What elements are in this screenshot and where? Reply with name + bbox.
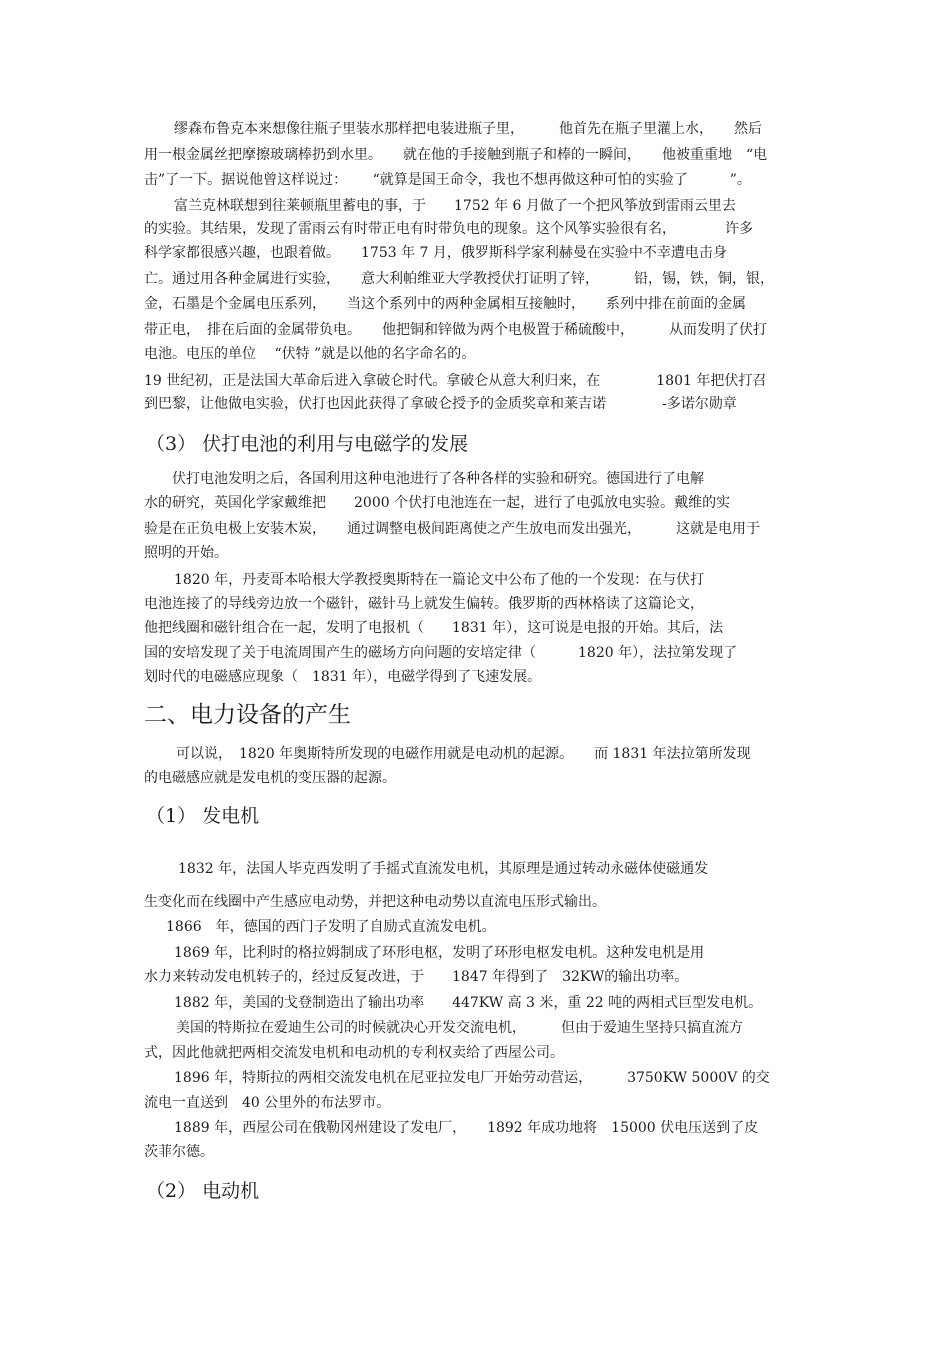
paragraph-line: 式，因此他就把两相交流发电机和电动机的专利权卖给了西屋公司。 — [144, 1045, 564, 1061]
paragraph-line: 他把线圈和磁针组合在一起，发明了电报机（ 1831 年），这可说是电报的开始。其后，法 — [144, 620, 724, 636]
paragraph-line: 水力来转动发电机转子的，经过反复改进，于 1847 年得到了 32KW的输出功率。 — [144, 969, 689, 985]
section-heading: （2） 电动机 — [146, 1180, 260, 1202]
paragraph-line: 1832 年，法国人毕克西发明了手摇式直流发电机，其原理是通过转动永磁体使磁通发 — [178, 861, 709, 877]
paragraph-line: 照明的开始。 — [144, 545, 228, 561]
paragraph-line: 1896 年，特斯拉的两相交流发电机在尼亚拉发电厂开始劳动营运， 3750KW 5000V 的交 — [174, 1070, 770, 1086]
paragraph-line: 1889 年，西屋公司在俄勒冈州建设了发电厂， 1892 年成功地将 15000 伏电压送到了皮 — [174, 1120, 759, 1136]
paragraph-line: 生变化而在线圈中产生感应电动势，并把这种电动势以直流电压形式输出。 — [144, 894, 606, 910]
paragraph-line: 科学家都很感兴趣，也跟着做。 1753 年 7 月，俄罗斯科学家利赫曼在实验中不幸遭电击身 — [144, 245, 727, 261]
paragraph-line: 验是在正负电极上安装木炭， 通过调整电极间距离使之产生放电而发出强光， 这就是电用于 — [144, 521, 760, 537]
section-heading: （1） 发电机 — [146, 805, 260, 827]
paragraph-line: 水的研究，英国化学家戴维把 2000 个伏打电池连在一起，进行了电弧放电实验。戴维的实 — [144, 495, 731, 511]
paragraph-line: 电池。电压的单位 “伏特 ”就是以他的名字命名的。 — [144, 346, 476, 362]
paragraph-line: 流电一直送到 40 公里外的布法罗市。 — [144, 1095, 391, 1111]
paragraph-line: 的电磁感应就是发电机的变压器的起源。 — [144, 770, 396, 786]
paragraph-line: 到巴黎，让他做电实验，伏打也因此获得了拿破仑授予的金质奖章和莱吉诺 -多诺尔勋章 — [144, 396, 737, 412]
paragraph-line: 美国的特斯拉在爱迪生公司的时候就决心开发交流电机， 但由于爱迪生坚持只搞直流方 — [176, 1020, 743, 1036]
paragraph-line: 19 世纪初，正是法国大革命后进入拿破仑时代。拿破仑从意大利归来，在 1801 年把伏打召 — [144, 373, 767, 389]
paragraph-line: 金，石墨是个金属电压系列， 当这个系列中的两种金属相互接触时， 系列中排在前面的金属 — [144, 296, 746, 312]
paragraph-line: 击”了一下。据说他曾这样说过： “就算是国王命令，我也不想再做这种可怕的实验了 ”。 — [144, 172, 751, 188]
paragraph-line: 的实验。其结果，发现了雷雨云有时带正电有时带负电的现象。这个风筝实验很有名， 许多 — [144, 221, 753, 237]
paragraph-line: 茨菲尔德。 — [144, 1144, 214, 1160]
paragraph-line: 伏打电池发明之后，各国利用这种电池进行了各种各样的实验和研究。德国进行了电解 — [172, 471, 704, 487]
chapter-heading: 二、电力设备的产生 — [144, 702, 351, 728]
paragraph-line: 富兰克林联想到往莱顿瓶里蓄电的事，于 1752 年 6 月做了一个把风筝放到雷雨云里去 — [174, 198, 736, 214]
paragraph-line: 1866 年，德国的西门子发明了自励式直流发电机。 — [166, 919, 496, 935]
paragraph-line: 用一根金属丝把摩擦玻璃棒扔到水里。 就在他的手接触到瓶子和棒的一瞬间， 他被重重地 “电 — [144, 147, 768, 163]
section-heading: （3） 伏打电池的利用与电磁学的发展 — [146, 433, 469, 455]
paragraph-line: 1882 年，美国的戈登制造出了输出功率 447KW 高 3 米，重 22 吨的两相式巨型发电机。 — [174, 995, 763, 1011]
paragraph-line: 电池连接了的导线旁边放一个磁针，磁针马上就发生偏转。俄罗斯的西林格读了这篇论文， — [144, 596, 704, 612]
paragraph-line: 划时代的电磁感应现象（ 1831 年），电磁学得到了飞速发展。 — [144, 669, 542, 685]
paragraph-line: 缪森布鲁克本来想像往瓶子里装水那样把电装进瓶子里， 他首先在瓶子里灌上水， 然后 — [174, 121, 762, 137]
paragraph-line: 国的安培发现了关于电流周围产生的磁场方向问题的安培定律（ 1820 年），法拉第发现了 — [144, 645, 738, 661]
paragraph-line: 带正电， 排在后面的金属带负电。 他把铜和锌做为两个电极置于稀硫酸中， 从而发明了伏打 — [144, 322, 767, 338]
paragraph-line: 1869 年，比利时的格拉姆制成了环形电枢，发明了环形电枢发电机。这种发电机是用 — [174, 945, 705, 961]
paragraph-line: 亡。通过用各种金属进行实验， 意大利帕维亚大学教授伏打证明了锌， 铅，锡，铁，铜，银， — [144, 271, 774, 287]
paragraph-line: 1820 年，丹麦哥本哈根大学教授奥斯特在一篇论文中公布了他的一个发现：在与伏打 — [174, 572, 705, 588]
paragraph-line: 可以说， 1820 年奥斯特所发现的电磁作用就是电动机的起源。 而 1831 年法拉第所发现 — [176, 746, 751, 762]
